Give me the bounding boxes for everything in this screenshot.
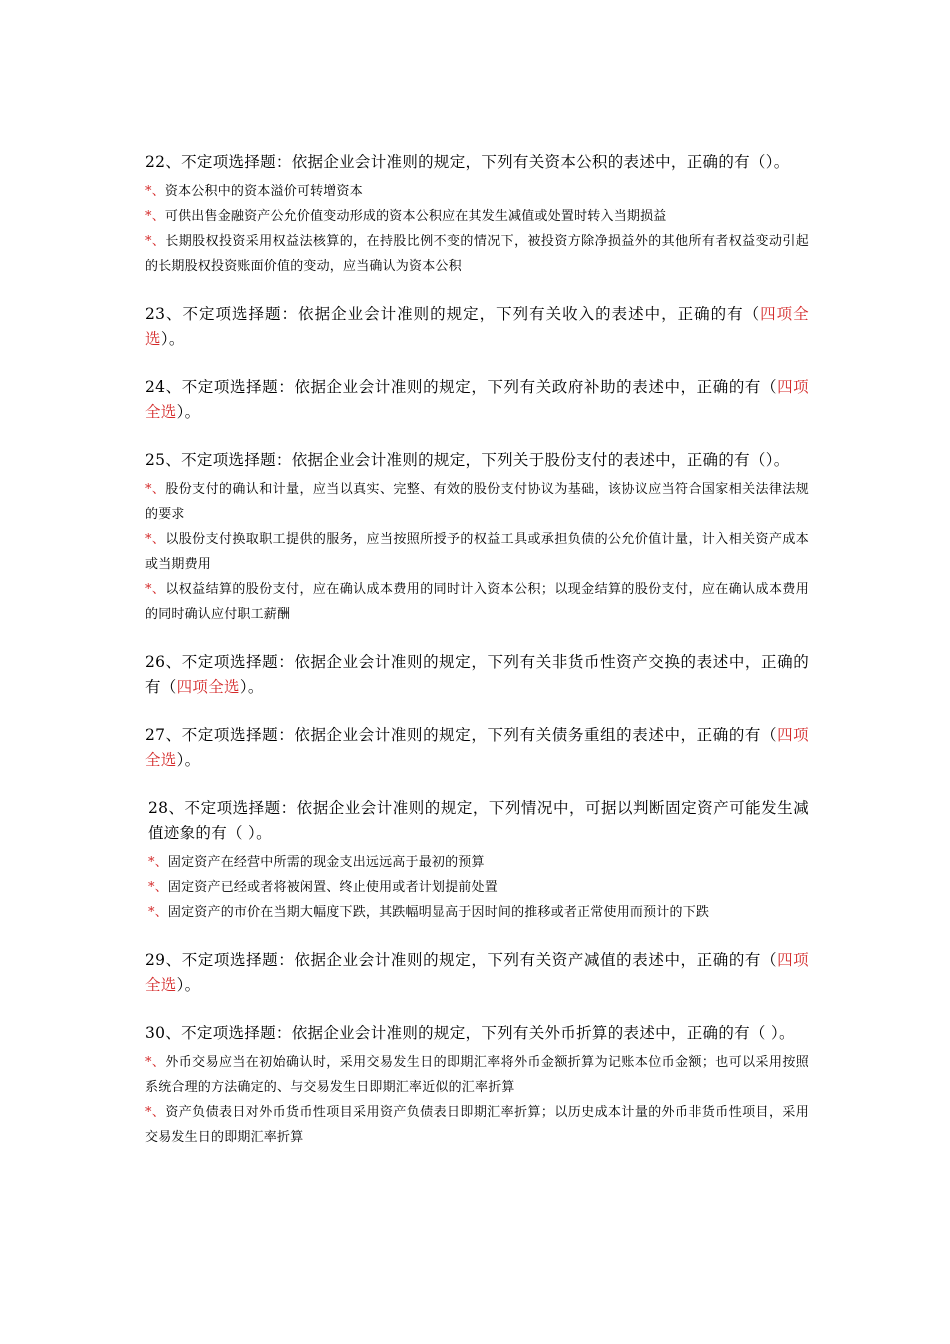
- question-text: [145, 948, 809, 998]
- option-text: 资本公积中的资本溢价可转增资本: [164, 184, 363, 199]
- question-q25: [145, 448, 809, 627]
- question-text: [145, 448, 809, 473]
- question-q27: [145, 723, 809, 773]
- document-page: [145, 150, 809, 1173]
- option-list: [145, 179, 809, 279]
- option-text: 外币交易应当在初始确认时，采用交易发生日的即期汇率将外币金额折算为记账本位币金额；也可以采用按照系统合理的方法确定的、与交易发生日即期汇率近似的汇率折算: [145, 1055, 809, 1095]
- question-stem-end: ）。: [765, 451, 790, 469]
- option-marker: *、: [145, 532, 166, 547]
- option-text: 固定资产在经营中所需的现金支出远远高于最初的预算: [167, 855, 485, 870]
- question-q26: [145, 650, 809, 700]
- option-marker: *、: [145, 184, 165, 199]
- question-stem: 23、不定项选择题：依据企业会计准则的规定，下列有关收入的表述中，正确的有（: [145, 305, 761, 323]
- question-q30: [145, 1021, 809, 1150]
- question-stem-end: ）。: [176, 751, 201, 769]
- option-marker: *、: [145, 1055, 166, 1070]
- option-item: [145, 477, 809, 527]
- answer-note: 四项全选: [176, 678, 240, 696]
- option-marker: *、: [145, 482, 166, 497]
- option-marker: *、: [145, 234, 166, 249]
- option-text: 以权益结算的股份支付，应在确认成本费用的同时计入资本公积；以现金结算的股份支付，应在确认成本费用的同时确认应付职工薪酬: [145, 582, 809, 622]
- option-marker: *、: [148, 880, 168, 895]
- question-stem-end: ）。: [160, 330, 185, 348]
- answer-note: 四项全选: [145, 305, 809, 348]
- option-item: [145, 875, 809, 900]
- question-text: [145, 150, 809, 175]
- answer-note: 四项全选: [145, 951, 809, 994]
- option-marker: *、: [145, 582, 166, 597]
- question-stem-end: ）。: [239, 678, 264, 696]
- option-text: 可供出售金融资产公允价值变动形成的资本公积应在其发生减值或处置时转入当期损益: [164, 209, 667, 224]
- question-q23: [145, 302, 809, 352]
- question-text: [145, 650, 809, 700]
- question-stem: 22、不定项选择题：依据企业会计准则的规定，下列有关资本公积的表述中，正确的有（: [145, 153, 766, 171]
- question-stem: 28、不定项选择题：依据企业会计准则的规定，下列情况中，可据以判断固定资产可能发生减值迹象的有（: [148, 799, 809, 842]
- option-item: [145, 900, 809, 925]
- question-stem: 26、不定项选择题：依据企业会计准则的规定，下列有关非货币性资产交换的表述中，正确的有（: [145, 653, 809, 696]
- question-stem: 24、不定项选择题：依据企业会计准则的规定，下列有关政府补助的表述中，正确的有（: [145, 378, 778, 396]
- question-stem: 29、不定项选择题：依据企业会计准则的规定，下列有关资产减值的表述中，正确的有（: [145, 951, 778, 969]
- option-item: [145, 850, 809, 875]
- question-stem-end: ）。: [765, 1024, 795, 1042]
- question-q29: [145, 948, 809, 998]
- answer-note: 四项全选: [145, 378, 809, 421]
- question-stem-end: ）。: [176, 403, 201, 421]
- question-list: [145, 150, 809, 1150]
- question-stem-end: ）。: [765, 153, 790, 171]
- question-stem-end: ）。: [176, 976, 201, 994]
- question-q24: [145, 375, 809, 425]
- question-text: [145, 1021, 809, 1046]
- question-q22: [145, 150, 809, 279]
- option-text: 以股份支付换取职工提供的服务，应当按照所授予的权益工具或承担负债的公允价值计量，计入相关资产成本或当期费用: [145, 532, 809, 572]
- option-item: [145, 1100, 809, 1150]
- question-text: [145, 723, 809, 773]
- answer-note: 四项全选: [145, 726, 809, 769]
- question-text: [145, 796, 809, 846]
- option-item: [145, 577, 809, 627]
- question-stem: 30、不定项选择题：依据企业会计准则的规定，下列有关外币折算的表述中，正确的有（: [145, 1024, 766, 1042]
- option-item: [145, 229, 809, 279]
- question-stem-end: ）。: [242, 824, 272, 842]
- question-stem: 25、不定项选择题：依据企业会计准则的规定，下列关于股份支付的表述中，正确的有（: [145, 451, 766, 469]
- option-item: [145, 204, 809, 229]
- option-text: 资产负债表日对外币货币性项目采用资产负债表日即期汇率折算；以历史成本计量的外币非货币性项目，采用交易发生日的即期汇率折算: [145, 1105, 809, 1145]
- option-text: 固定资产已经或者将被闲置、终止使用或者计划提前处置: [167, 880, 498, 895]
- option-marker: *、: [145, 209, 165, 224]
- option-item: [145, 527, 809, 577]
- option-text: 长期股权投资采用权益法核算的，在持股比例不变的情况下，被投资方除净损益外的其他所有者权益变动引起的长期股权投资账面价值的变动，应当确认为资本公积: [145, 234, 809, 274]
- option-text: 股份支付的确认和计量，应当以真实、完整、有效的股份支付协议为基础，该协议应当符合国家相关法律法规的要求: [145, 482, 809, 522]
- question-text: [145, 302, 809, 352]
- option-list: [145, 850, 809, 925]
- option-item: [145, 179, 809, 204]
- option-marker: *、: [145, 1105, 166, 1120]
- option-list: [145, 1050, 809, 1150]
- question-q28: [145, 796, 809, 925]
- question-stem: 27、不定项选择题：依据企业会计准则的规定，下列有关债务重组的表述中，正确的有（: [145, 726, 778, 744]
- option-item: [145, 1050, 809, 1100]
- option-text: 固定资产的市价在当期大幅度下跌，其跌幅明显高于因时间的推移或者正常使用而预计的下跌: [167, 905, 710, 920]
- option-marker: *、: [148, 855, 168, 870]
- question-text: [145, 375, 809, 425]
- option-list: [145, 477, 809, 627]
- option-marker: *、: [148, 905, 168, 920]
